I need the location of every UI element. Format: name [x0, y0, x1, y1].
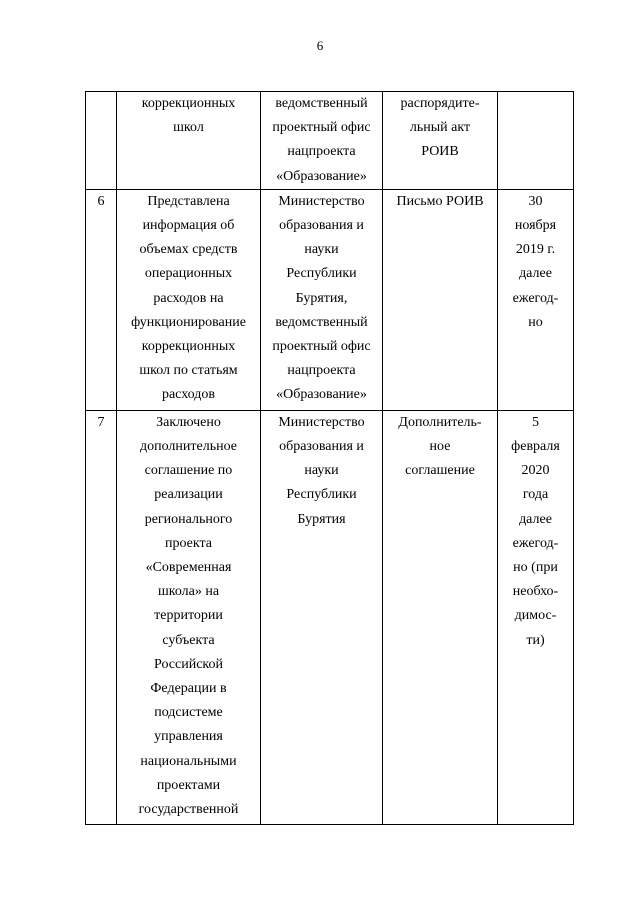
cell-deadline — [498, 92, 574, 190]
activities-table — [85, 91, 574, 825]
cell-text-line: коррекционных — [141, 96, 236, 111]
cell-text-line: субъекта — [162, 632, 215, 648]
page-number: 6 — [316, 38, 324, 53]
cell-text-line: науки — [304, 242, 339, 258]
cell-text-line: 7 — [97, 414, 105, 430]
cell-text-line: школа» на — [157, 584, 220, 600]
cell-text-line: 2020 — [521, 463, 550, 479]
cell-text-line: объемах средств — [139, 242, 238, 258]
cell-text-line: Письмо РОИВ — [396, 193, 484, 209]
cell-text-line: «Современная — [145, 560, 232, 576]
cell-text-line: ведомственный — [275, 96, 368, 111]
cell-text-line: ежегод- — [512, 535, 559, 551]
cell-text-line: дополнительное — [140, 439, 237, 455]
cell-text-line: Министерство — [278, 414, 365, 430]
cell-text-line: распорядите- — [400, 96, 480, 111]
cell-text-line: Представлена — [147, 193, 230, 209]
cell-number — [86, 410, 117, 824]
cell-responsible — [261, 92, 383, 190]
cell-text-line: школ — [173, 120, 204, 136]
cell-text-line: ное — [429, 439, 451, 455]
table-row — [86, 410, 574, 824]
cell-text-line: димос- — [514, 608, 557, 624]
cell-text-line: проектный офис — [272, 120, 371, 136]
cell-text-line: ноября — [514, 218, 557, 234]
cell-text-line: реализации — [154, 487, 223, 503]
cell-description — [117, 189, 261, 410]
cell-text-line: Бурятия, — [295, 290, 348, 306]
cell-text-line: территории — [154, 608, 223, 624]
cell-text-line: информация об — [142, 218, 235, 234]
cell-text-line: ежегод- — [512, 290, 559, 306]
cell-text-line: образования и — [279, 439, 364, 455]
cell-document — [383, 92, 498, 190]
cell-text-line: Российской — [154, 656, 223, 672]
cell-text-line: нацпроекта — [287, 144, 356, 160]
cell-text-line: Федерации в — [150, 681, 227, 697]
cell-text-line: но — [528, 314, 543, 330]
cell-text-line: далее — [519, 511, 552, 527]
cell-responsible — [261, 410, 383, 824]
cell-text-line: «Образование» — [276, 168, 367, 184]
cell-text-line: школ по статьям — [139, 363, 238, 379]
cell-text-line: соглашение — [405, 463, 475, 479]
cell-text-line: года — [522, 487, 549, 503]
table-body — [86, 92, 574, 825]
cell-text-line: подсистеме — [154, 705, 223, 721]
cell-text-line: льный акт — [409, 120, 471, 136]
cell-text-line: расходов на — [153, 290, 224, 306]
cell-text-line: регионального — [144, 511, 233, 527]
cell-number — [86, 189, 117, 410]
cell-number — [86, 92, 117, 190]
cell-text-line: 30 — [528, 193, 543, 209]
cell-text-line: образования и — [279, 218, 364, 234]
cell-text-line: Республики — [286, 266, 357, 282]
cell-text-line: функционирование — [131, 314, 246, 330]
cell-text-line: национальными — [140, 753, 237, 769]
cell-text-line: проектный офис — [272, 339, 371, 355]
cell-text-line: Дополнитель- — [398, 414, 482, 430]
cell-text-line: коррекционных — [141, 339, 236, 355]
cell-text-line: Заключено — [156, 414, 221, 430]
cell-deadline — [498, 410, 574, 824]
cell-description — [117, 410, 261, 824]
cell-text-line: ти) — [526, 632, 545, 648]
table-row — [86, 92, 574, 190]
cell-text-line: 2019 г. — [515, 242, 556, 258]
cell-text-line: государственной — [138, 802, 239, 818]
cell-document — [383, 410, 498, 824]
cell-text-line: нацпроекта — [287, 363, 356, 379]
cell-deadline — [498, 189, 574, 410]
cell-responsible — [261, 189, 383, 410]
cell-text-line: февраля — [511, 439, 560, 455]
cell-text-line: Министерство — [278, 193, 365, 209]
cell-text-line: управления — [154, 729, 223, 745]
cell-text-line: необхо- — [512, 584, 559, 600]
table-row — [86, 189, 574, 410]
cell-text-line: РОИВ — [421, 144, 459, 160]
cell-text-line: 6 — [97, 193, 105, 209]
cell-text-line: ведомственный — [275, 314, 368, 330]
cell-text-line: соглашение по — [144, 463, 233, 479]
cell-text-line: но (при — [513, 560, 558, 576]
cell-text-line: науки — [304, 463, 339, 479]
cell-text-line: расходов — [161, 387, 216, 403]
cell-text-line: Бурятия — [297, 511, 346, 527]
cell-document — [383, 189, 498, 410]
cell-text-line: проекта — [165, 535, 212, 551]
cell-text-line: Республики — [286, 487, 357, 503]
cell-text-line: операционных — [144, 266, 233, 282]
cell-description — [117, 92, 261, 190]
cell-text-line: «Образование» — [276, 387, 367, 403]
cell-text-line: проектами — [156, 777, 221, 793]
cell-text-line: 5 — [532, 414, 539, 430]
cell-text-line: далее — [519, 266, 552, 282]
